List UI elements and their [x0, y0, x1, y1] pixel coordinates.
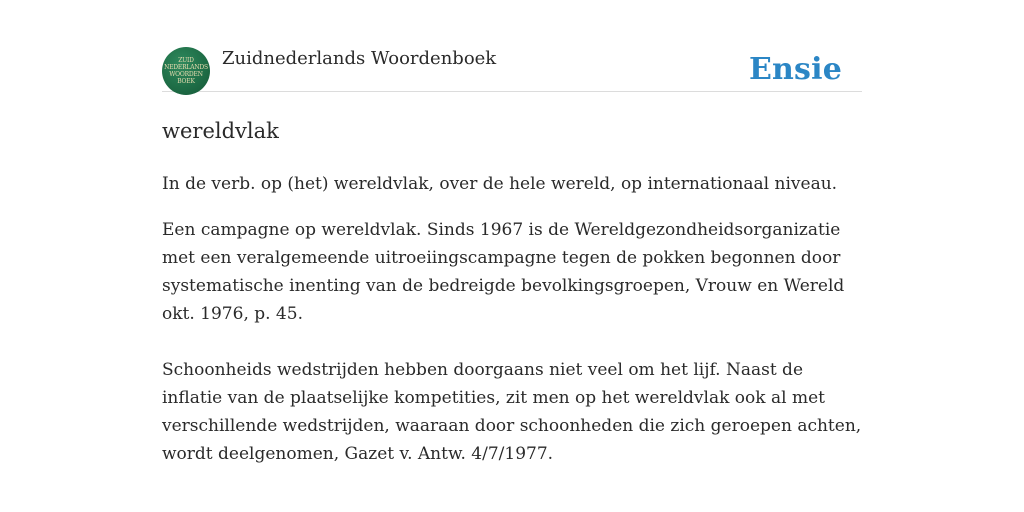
entry-example: Schoonheids wedstrijden hebben doorgaans niet veel om het lijf. Naast de inflatie van de plaatselijke kompetities, zit men op het wereldvlak ook al met verschillende wedstrijden, waaraan door schoonheden die zich geroepen achten, wordt deelgenomen, Gazet v. Antw. 4/7/1977. — [162, 360, 862, 464]
logo-text-line: BOEK — [177, 78, 195, 85]
entry-definition: In de verb. op (het) wereldvlak, over de hele wereld, op internationaal niveau. — [162, 174, 838, 194]
logo-text-line: NEDERLANDS — [164, 64, 208, 71]
ensie-brand-link[interactable]: Ensie — [748, 52, 842, 87]
dictionary-title-link[interactable]: Zuidnederlands Woordenboek — [222, 48, 497, 69]
dictionary-logo[interactable] — [162, 47, 210, 95]
page — [162, 44, 862, 468]
logo-text-line: WOORDEN — [169, 71, 203, 78]
entry-headword: wereldvlak — [162, 119, 279, 143]
entry-example: Een campagne op wereldvlak. Sinds 1967 is de Wereldgezondheidsorganizatie met een veralgemeende uitroeiingscampagne tegen de pokken begonnen door systematische inenting van de bedreigde bevolkingsgroepen, Vrouw en Wereld okt. 1976, p. 45. — [162, 220, 845, 324]
header — [162, 44, 862, 92]
logo-text-line: ZUID — [178, 57, 194, 64]
